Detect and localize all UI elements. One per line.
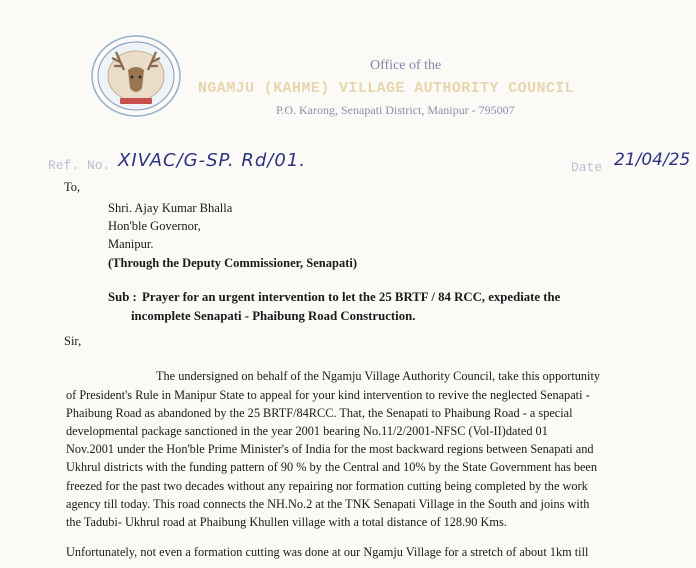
body-line: the Tadubi- Ukhrul road at Phaibung Khullen village with a total distance of 128.90 Kms. [66, 515, 507, 529]
body-line: freezed for the past two decades without any repairing nor formation cutting being completed by the work [66, 479, 588, 493]
subject-line-1: Prayer for an urgent intervention to let the 25 BRTF / 84 RCC, expediate the [142, 290, 561, 304]
date-label: Date [571, 160, 603, 175]
recipient-through: (Through the Deputy Commissioner, Senapati) [108, 256, 357, 270]
to-line: To, [64, 180, 81, 194]
council-emblem-logo [86, 30, 186, 118]
body-line: The undersigned on behalf of the Ngamju Village Authority Council, take this opportunity [156, 369, 601, 383]
office-of-heading: Office of the [370, 58, 442, 73]
body-line: Unfortunately, not even a formation cutting was done at our Ngamju Village for a stretch of about 1km till [66, 545, 589, 559]
body-line: Nov.2001 under the Hon'ble Prime Minister's of India for the most backward regions between Senapati and [66, 442, 594, 456]
council-address: P.O. Karong, Senapati District, Manipur - 795007 [276, 103, 515, 117]
body-line: Phaibung Road as abandoned by the 25 BRTF/84RCC. That, the Senapati to Phaibung Road - a special [66, 406, 573, 420]
recipient-title: Hon'ble Governor, [108, 219, 201, 233]
body-line: developmental package sanctioned in the year 2001 bearing No.11/2/2001-NFSC (Vol-II)dated 01 [66, 424, 548, 438]
recipient-state: Manipur. [108, 237, 154, 251]
date-handwritten: 21/04/25 [614, 150, 691, 170]
salutation: Sir, [64, 334, 82, 348]
ref-label: Ref. No. [48, 158, 111, 173]
council-name-heading: NGAMJU (KAHME) VILLAGE AUTHORITY COUNCIL [198, 80, 575, 97]
subject-line-2: incomplete Senapati - Phaibung Road Construction. [131, 309, 416, 323]
body-line: agency till today. This road connects the NH.No.2 at the TNK Senapati Village in the South and joins with [66, 497, 590, 511]
recipient-name: Shri. Ajay Kumar Bhalla [108, 201, 233, 215]
body-line: Ukhrul districts with the funding pattern of 90 % by the Central and 10% by the State Government has been [66, 460, 598, 474]
subject-label: Sub : [108, 290, 137, 304]
body-line: of President's Rule in Manipur State to appeal for your kind intervention to revive the neglected Senapati - [66, 388, 590, 402]
ref-number-handwritten: XIVAC/G-SP. Rd/01. [118, 150, 306, 171]
